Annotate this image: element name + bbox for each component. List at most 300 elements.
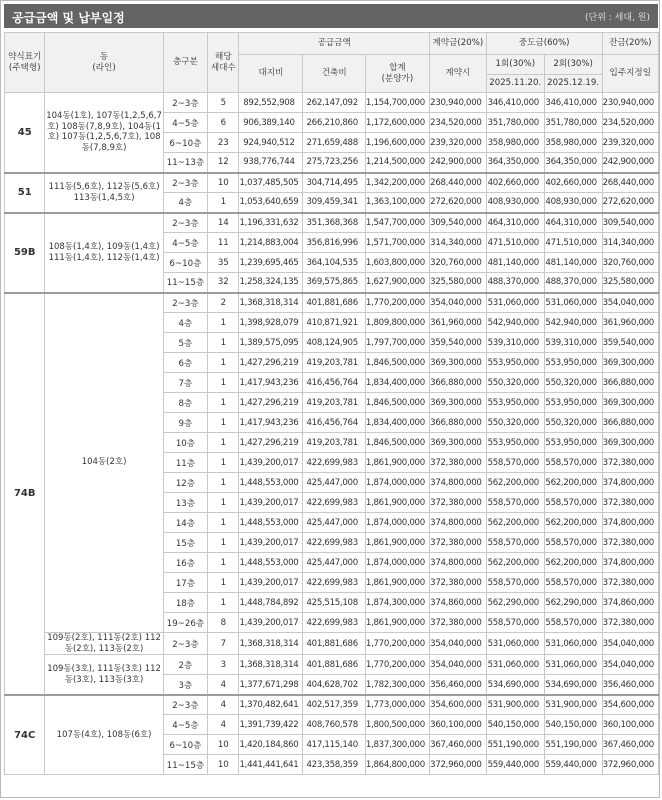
building-price-cell: 419,203,781	[303, 353, 365, 373]
dong-line-cell: 104동(1호), 107동(1,2,5,6,7호) 108동(7,8,9호), 104동(1호) 107동(1,2,5,6,7호), 108동(7,8,9호)	[45, 93, 163, 173]
middle2-cell: 558,570,000	[544, 613, 602, 633]
middle1-cell: 364,350,000	[486, 153, 544, 173]
land-price-cell: 1,439,200,017	[239, 613, 303, 633]
total-price-cell: 1,770,200,000	[365, 293, 429, 313]
balance-cell: 374,800,000	[602, 513, 658, 533]
balance-cell: 372,380,000	[602, 453, 658, 473]
balance-cell: 369,300,000	[602, 353, 658, 373]
building-price-cell: 402,517,359	[303, 695, 365, 715]
middle1-cell: 551,190,000	[486, 735, 544, 755]
building-price-cell: 309,459,341	[303, 193, 365, 213]
balance-cell: 354,600,000	[602, 695, 658, 715]
dong-line-cell: 107동(4호), 108동(6호)	[45, 695, 163, 775]
land-price-cell: 1,439,200,017	[239, 573, 303, 593]
floor-cell: 11~15층	[163, 273, 207, 293]
deposit-cell: 372,380,000	[429, 613, 486, 633]
middle2-cell: 464,310,000	[544, 213, 602, 233]
units-cell: 1	[208, 373, 239, 393]
land-price-cell: 924,940,512	[239, 133, 303, 153]
units-cell: 1	[208, 333, 239, 353]
unit-type-cell: 45	[5, 93, 45, 173]
header-middle: 중도금(60%)	[486, 33, 602, 55]
units-cell: 10	[208, 735, 239, 755]
balance-cell: 369,300,000	[602, 393, 658, 413]
land-price-cell: 1,448,553,000	[239, 553, 303, 573]
middle1-cell: 562,290,000	[486, 593, 544, 613]
building-price-cell: 422,699,983	[303, 573, 365, 593]
floor-cell: 6~10층	[163, 253, 207, 273]
deposit-cell: 374,800,000	[429, 513, 486, 533]
units-cell: 1	[208, 573, 239, 593]
deposit-cell: 374,800,000	[429, 553, 486, 573]
floor-cell: 2~3층	[163, 93, 207, 113]
units-cell: 35	[208, 253, 239, 273]
middle2-cell: 559,440,000	[544, 755, 602, 775]
unit-note: (단위 : 세대, 원)	[585, 13, 650, 23]
table-row	[5, 633, 659, 655]
deposit-cell: 360,100,000	[429, 715, 486, 735]
building-price-cell: 419,203,781	[303, 433, 365, 453]
units-cell: 14	[208, 213, 239, 233]
units-cell: 4	[208, 715, 239, 735]
middle1-cell: 550,320,000	[486, 413, 544, 433]
total-price-cell: 1,627,900,000	[365, 273, 429, 293]
middle2-cell: 558,570,000	[544, 453, 602, 473]
units-cell: 2	[208, 293, 239, 313]
building-price-cell: 356,816,996	[303, 233, 365, 253]
land-price-cell: 938,776,744	[239, 153, 303, 173]
floor-cell: 3층	[163, 675, 207, 695]
middle1-cell: 488,370,000	[486, 273, 544, 293]
floor-cell: 4~5층	[163, 715, 207, 735]
deposit-cell: 354,040,000	[429, 633, 486, 655]
middle2-cell: 550,320,000	[544, 413, 602, 433]
deposit-cell: 367,460,000	[429, 735, 486, 755]
units-cell: 6	[208, 113, 239, 133]
deposit-cell: 366,880,000	[429, 373, 486, 393]
land-price-cell: 906,389,140	[239, 113, 303, 133]
floor-cell: 4층	[163, 313, 207, 333]
building-price-cell: 425,447,000	[303, 513, 365, 533]
building-price-cell: 271,659,488	[303, 133, 365, 153]
balance-cell: 374,860,000	[602, 593, 658, 613]
middle1-cell: 531,060,000	[486, 633, 544, 655]
balance-cell: 372,380,000	[602, 533, 658, 553]
building-price-cell: 417,115,140	[303, 735, 365, 755]
middle2-cell: 534,690,000	[544, 675, 602, 695]
floor-cell: 6~10층	[163, 133, 207, 153]
deposit-cell: 272,620,000	[429, 193, 486, 213]
total-price-cell: 1,861,900,000	[365, 533, 429, 553]
middle2-cell: 562,200,000	[544, 553, 602, 573]
units-cell: 23	[208, 133, 239, 153]
header-building: 건축비	[303, 55, 365, 93]
header-units: 해당 세대수	[208, 33, 239, 93]
balance-cell: 354,040,000	[602, 655, 658, 675]
dong-line-cell: 108동(1,4호), 109동(1,4호) 111동(1,4호), 112동(1,4호)	[45, 213, 163, 293]
header-dong: 동 (라인)	[45, 33, 163, 93]
total-price-cell: 1,837,300,000	[365, 735, 429, 755]
floor-cell: 10층	[163, 433, 207, 453]
floor-cell: 2~3층	[163, 213, 207, 233]
middle2-cell: 558,570,000	[544, 533, 602, 553]
building-price-cell: 419,203,781	[303, 393, 365, 413]
middle2-cell: 558,570,000	[544, 493, 602, 513]
floor-cell: 17층	[163, 573, 207, 593]
middle2-cell: 558,570,000	[544, 573, 602, 593]
deposit-cell: 359,540,000	[429, 333, 486, 353]
total-price-cell: 1,874,000,000	[365, 473, 429, 493]
floor-cell: 2~3층	[163, 695, 207, 715]
land-price-cell: 1,417,943,236	[239, 373, 303, 393]
table-row	[5, 293, 659, 313]
balance-cell: 372,380,000	[602, 573, 658, 593]
deposit-cell: 354,040,000	[429, 655, 486, 675]
building-price-cell: 364,104,535	[303, 253, 365, 273]
units-cell: 4	[208, 675, 239, 695]
total-price-cell: 1,846,500,000	[365, 353, 429, 373]
floor-cell: 16층	[163, 553, 207, 573]
middle1-cell: 540,150,000	[486, 715, 544, 735]
unit-type-cell: 51	[5, 173, 45, 213]
land-price-cell: 1,391,739,422	[239, 715, 303, 735]
header-deposit: 계약금(20%)	[429, 33, 486, 55]
middle1-cell: 481,140,000	[486, 253, 544, 273]
middle1-cell: 559,440,000	[486, 755, 544, 775]
middle1-cell: 562,200,000	[486, 513, 544, 533]
deposit-cell: 372,380,000	[429, 573, 486, 593]
deposit-cell: 369,300,000	[429, 393, 486, 413]
floor-cell: 18층	[163, 593, 207, 613]
building-price-cell: 408,124,905	[303, 333, 365, 353]
balance-cell: 320,760,000	[602, 253, 658, 273]
middle2-cell: 488,370,000	[544, 273, 602, 293]
page-title: 공급금액 및 납부일정	[12, 11, 125, 25]
dong-line-cell: 104동(2호)	[45, 293, 163, 633]
units-cell: 1	[208, 533, 239, 553]
table-row	[5, 695, 659, 715]
middle2-cell: 531,060,000	[544, 633, 602, 655]
balance-cell: 354,040,000	[602, 633, 658, 655]
building-price-cell: 416,456,764	[303, 413, 365, 433]
land-price-cell: 1,439,200,017	[239, 533, 303, 553]
deposit-cell: 242,900,000	[429, 153, 486, 173]
balance-cell: 360,100,000	[602, 715, 658, 735]
units-cell: 1	[208, 553, 239, 573]
total-price-cell: 1,196,600,000	[365, 133, 429, 153]
units-cell: 3	[208, 655, 239, 675]
middle1-cell: 402,660,000	[486, 173, 544, 193]
units-cell: 1	[208, 313, 239, 333]
middle1-cell: 531,900,000	[486, 695, 544, 715]
units-cell: 11	[208, 233, 239, 253]
middle1-cell: 534,690,000	[486, 675, 544, 695]
building-price-cell: 425,515,108	[303, 593, 365, 613]
total-price-cell: 1,603,800,000	[365, 253, 429, 273]
floor-cell: 15층	[163, 533, 207, 553]
header-total: 합계 (분양가)	[365, 55, 429, 93]
land-price-cell: 1,427,296,219	[239, 353, 303, 373]
units-cell: 1	[208, 493, 239, 513]
floor-cell: 2~3층	[163, 173, 207, 193]
unit-type-cell: 59B	[5, 213, 45, 293]
deposit-cell: 356,460,000	[429, 675, 486, 695]
middle1-cell: 558,570,000	[486, 493, 544, 513]
land-price-cell: 1,427,296,219	[239, 393, 303, 413]
total-price-cell: 1,861,900,000	[365, 613, 429, 633]
units-cell: 12	[208, 153, 239, 173]
land-price-cell: 1,370,482,641	[239, 695, 303, 715]
building-price-cell: 401,881,686	[303, 633, 365, 655]
land-price-cell: 1,053,640,659	[239, 193, 303, 213]
building-price-cell: 422,699,983	[303, 533, 365, 553]
header-middle1-date: 2025.11.20.	[486, 75, 544, 93]
middle1-cell: 346,410,000	[486, 93, 544, 113]
land-price-cell: 1,448,553,000	[239, 513, 303, 533]
building-price-cell: 262,147,092	[303, 93, 365, 113]
building-price-cell: 351,368,368	[303, 213, 365, 233]
land-price-cell: 1,448,553,000	[239, 473, 303, 493]
header-balance-sub: 입주지정일	[602, 55, 658, 93]
land-price-cell: 1,037,485,505	[239, 173, 303, 193]
total-price-cell: 1,846,500,000	[365, 393, 429, 413]
land-price-cell: 1,439,200,017	[239, 493, 303, 513]
building-price-cell: 422,699,983	[303, 493, 365, 513]
table-row	[5, 655, 659, 675]
total-price-cell: 1,861,900,000	[365, 453, 429, 473]
total-price-cell: 1,846,500,000	[365, 433, 429, 453]
middle2-cell: 553,950,000	[544, 433, 602, 453]
units-cell: 1	[208, 473, 239, 493]
balance-cell: 372,380,000	[602, 613, 658, 633]
middle1-cell: 542,940,000	[486, 313, 544, 333]
middle2-cell: 346,410,000	[544, 93, 602, 113]
floor-cell: 4~5층	[163, 113, 207, 133]
balance-cell: 366,880,000	[602, 413, 658, 433]
total-price-cell: 1,861,900,000	[365, 573, 429, 593]
middle1-cell: 558,570,000	[486, 613, 544, 633]
middle1-cell: 553,950,000	[486, 353, 544, 373]
deposit-cell: 268,440,000	[429, 173, 486, 193]
middle2-cell: 358,980,000	[544, 133, 602, 153]
building-price-cell: 425,447,000	[303, 553, 365, 573]
middle1-cell: 358,980,000	[486, 133, 544, 153]
middle2-cell: 408,930,000	[544, 193, 602, 213]
price-schedule-table	[4, 32, 659, 775]
floor-cell: 11층	[163, 453, 207, 473]
land-price-cell: 892,552,908	[239, 93, 303, 113]
units-cell: 1	[208, 413, 239, 433]
balance-cell: 369,300,000	[602, 433, 658, 453]
floor-cell: 4층	[163, 193, 207, 213]
total-price-cell: 1,770,200,000	[365, 655, 429, 675]
middle2-cell: 351,780,000	[544, 113, 602, 133]
table-row	[5, 213, 659, 233]
balance-cell: 234,520,000	[602, 113, 658, 133]
deposit-cell: 234,520,000	[429, 113, 486, 133]
middle1-cell: 471,510,000	[486, 233, 544, 253]
building-price-cell: 369,575,865	[303, 273, 365, 293]
balance-cell: 372,960,000	[602, 755, 658, 775]
floor-cell: 2층	[163, 655, 207, 675]
deposit-cell: 320,760,000	[429, 253, 486, 273]
total-price-cell: 1,770,200,000	[365, 633, 429, 655]
dong-line-cell: 111동(5,6호), 112동(5,6호) 113동(1,4,5호)	[45, 173, 163, 213]
total-price-cell: 1,874,300,000	[365, 593, 429, 613]
header-floor: 층구분	[163, 33, 207, 93]
balance-cell: 374,800,000	[602, 473, 658, 493]
land-price-cell: 1,389,575,095	[239, 333, 303, 353]
middle2-cell: 562,200,000	[544, 473, 602, 493]
units-cell: 4	[208, 695, 239, 715]
units-cell: 5	[208, 93, 239, 113]
units-cell: 1	[208, 393, 239, 413]
total-price-cell: 1,834,400,000	[365, 373, 429, 393]
land-price-cell: 1,214,883,004	[239, 233, 303, 253]
header-middle2: 2회(30%)	[544, 55, 602, 75]
middle1-cell: 562,200,000	[486, 553, 544, 573]
middle2-cell: 364,350,000	[544, 153, 602, 173]
floor-cell: 13층	[163, 493, 207, 513]
header-balance: 잔금(20%)	[602, 33, 658, 55]
header-land: 대지비	[239, 55, 303, 93]
table-row	[5, 93, 659, 113]
total-price-cell: 1,547,700,000	[365, 213, 429, 233]
floor-cell: 9층	[163, 413, 207, 433]
middle2-cell: 542,940,000	[544, 313, 602, 333]
balance-cell: 272,620,000	[602, 193, 658, 213]
middle1-cell: 531,060,000	[486, 293, 544, 313]
total-price-cell: 1,809,800,000	[365, 313, 429, 333]
balance-cell: 230,940,000	[602, 93, 658, 113]
table-body	[5, 93, 659, 775]
building-price-cell: 425,447,000	[303, 473, 365, 493]
middle2-cell: 402,660,000	[544, 173, 602, 193]
balance-cell: 239,320,000	[602, 133, 658, 153]
land-price-cell: 1,196,331,632	[239, 213, 303, 233]
floor-cell: 2~3층	[163, 293, 207, 313]
deposit-cell: 372,380,000	[429, 493, 486, 513]
middle2-cell: 550,320,000	[544, 373, 602, 393]
middle1-cell: 351,780,000	[486, 113, 544, 133]
units-cell: 32	[208, 273, 239, 293]
balance-cell: 242,900,000	[602, 153, 658, 173]
middle1-cell: 464,310,000	[486, 213, 544, 233]
floor-cell: 19~26층	[163, 613, 207, 633]
middle1-cell: 550,320,000	[486, 373, 544, 393]
floor-cell: 11~13층	[163, 153, 207, 173]
building-price-cell: 401,881,686	[303, 293, 365, 313]
units-cell: 8	[208, 613, 239, 633]
total-price-cell: 1,154,700,000	[365, 93, 429, 113]
middle2-cell: 553,950,000	[544, 393, 602, 413]
land-price-cell: 1,239,695,465	[239, 253, 303, 273]
middle2-cell: 553,950,000	[544, 353, 602, 373]
building-price-cell: 408,760,578	[303, 715, 365, 735]
land-price-cell: 1,441,441,641	[239, 755, 303, 775]
middle2-cell: 471,510,000	[544, 233, 602, 253]
land-price-cell: 1,258,324,135	[239, 273, 303, 293]
units-cell: 1	[208, 593, 239, 613]
land-price-cell: 1,377,671,298	[239, 675, 303, 695]
balance-cell: 374,800,000	[602, 553, 658, 573]
middle1-cell: 553,950,000	[486, 433, 544, 453]
units-cell: 10	[208, 173, 239, 193]
land-price-cell: 1,439,200,017	[239, 453, 303, 473]
deposit-cell: 369,300,000	[429, 353, 486, 373]
total-price-cell: 1,874,000,000	[365, 513, 429, 533]
building-price-cell: 410,871,921	[303, 313, 365, 333]
land-price-cell: 1,417,943,236	[239, 413, 303, 433]
land-price-cell: 1,427,296,219	[239, 433, 303, 453]
dong-line-cell: 109동(3호), 111동(3호) 112동(3호), 113동(3호)	[45, 655, 163, 695]
land-price-cell: 1,420,184,860	[239, 735, 303, 755]
middle2-cell: 551,190,000	[544, 735, 602, 755]
deposit-cell: 366,880,000	[429, 413, 486, 433]
deposit-cell: 374,860,000	[429, 593, 486, 613]
building-price-cell: 422,699,983	[303, 613, 365, 633]
header-supply-price: 공급금액	[239, 33, 429, 55]
deposit-cell: 309,540,000	[429, 213, 486, 233]
total-price-cell: 1,773,000,000	[365, 695, 429, 715]
deposit-cell: 361,960,000	[429, 313, 486, 333]
floor-cell: 5층	[163, 333, 207, 353]
total-price-cell: 1,571,700,000	[365, 233, 429, 253]
middle1-cell: 539,310,000	[486, 333, 544, 353]
middle1-cell: 553,950,000	[486, 393, 544, 413]
land-price-cell: 1,368,318,314	[239, 655, 303, 675]
middle2-cell: 531,060,000	[544, 293, 602, 313]
building-price-cell: 304,714,495	[303, 173, 365, 193]
land-price-cell: 1,368,318,314	[239, 293, 303, 313]
units-cell: 1	[208, 453, 239, 473]
middle1-cell: 558,570,000	[486, 453, 544, 473]
floor-cell: 7층	[163, 373, 207, 393]
balance-cell: 372,380,000	[602, 493, 658, 513]
total-price-cell: 1,782,300,000	[365, 675, 429, 695]
deposit-cell: 369,300,000	[429, 433, 486, 453]
middle2-cell: 540,150,000	[544, 715, 602, 735]
deposit-cell: 354,600,000	[429, 695, 486, 715]
middle2-cell: 562,200,000	[544, 513, 602, 533]
middle1-cell: 408,930,000	[486, 193, 544, 213]
building-price-cell: 422,699,983	[303, 453, 365, 473]
middle2-cell: 531,060,000	[544, 655, 602, 675]
title-bar	[4, 4, 658, 28]
deposit-cell: 230,940,000	[429, 93, 486, 113]
table-row	[5, 173, 659, 193]
floor-cell: 2~3층	[163, 633, 207, 655]
deposit-cell: 372,380,000	[429, 533, 486, 553]
balance-cell: 314,340,000	[602, 233, 658, 253]
units-cell: 7	[208, 633, 239, 655]
table-header	[5, 33, 659, 93]
floor-cell: 12층	[163, 473, 207, 493]
building-price-cell: 266,210,860	[303, 113, 365, 133]
balance-cell: 325,580,000	[602, 273, 658, 293]
deposit-cell: 239,320,000	[429, 133, 486, 153]
total-price-cell: 1,797,700,000	[365, 333, 429, 353]
land-price-cell: 1,368,318,314	[239, 633, 303, 655]
balance-cell: 361,960,000	[602, 313, 658, 333]
balance-cell: 309,540,000	[602, 213, 658, 233]
header-type: 약식표기 (주택형)	[5, 33, 45, 93]
balance-cell: 354,040,000	[602, 293, 658, 313]
land-price-cell: 1,448,784,892	[239, 593, 303, 613]
middle2-cell: 539,310,000	[544, 333, 602, 353]
middle2-cell: 481,140,000	[544, 253, 602, 273]
total-price-cell: 1,214,500,000	[365, 153, 429, 173]
